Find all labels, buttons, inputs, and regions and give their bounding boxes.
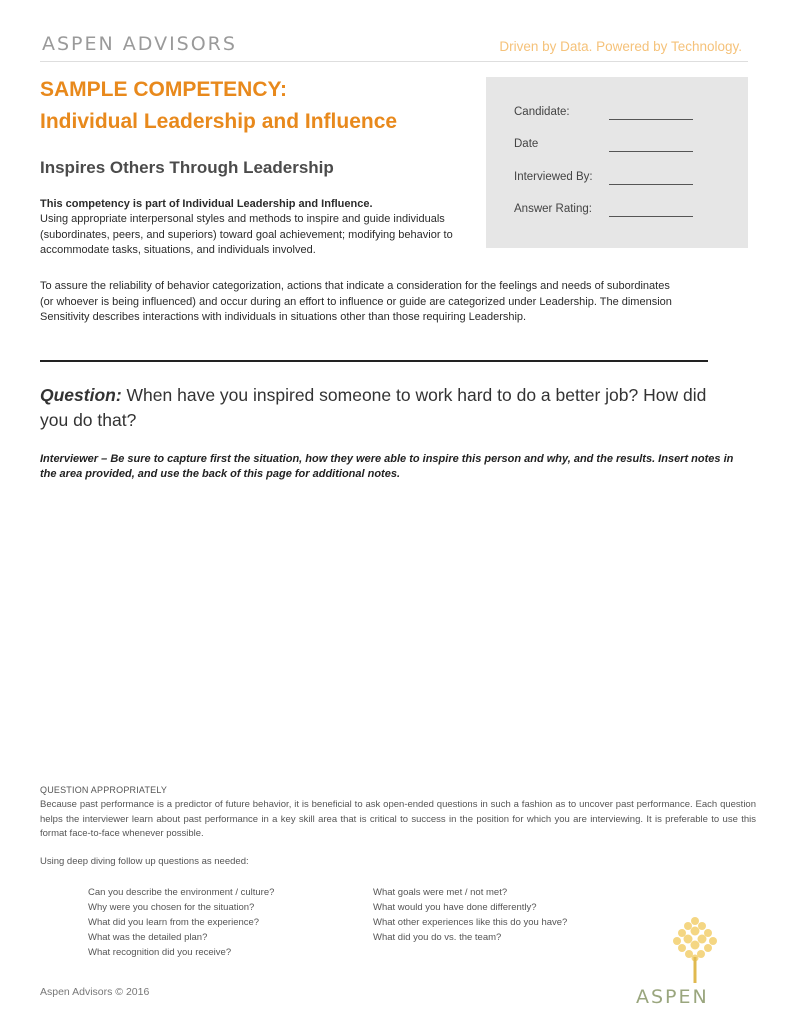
list-item: Why were you chosen for the situation?: [88, 902, 255, 913]
interview-question: [40, 383, 730, 433]
footer-copyright: Aspen Advisors © 2016: [40, 986, 150, 998]
answer-rating-line: [609, 216, 693, 217]
page-title-line-2: Individual Leadership and Influence: [40, 110, 398, 133]
list-item: Can you describe the environment / culture?: [88, 887, 275, 898]
candidate-label: Candidate:: [514, 106, 570, 118]
interviewer-instructions: Interviewer – Be sure to capture first the situation, how they were able to inspire this person and why, and the results. Insert notes in the area provided, and use the back of this page for additional notes.: [40, 453, 734, 480]
list-item: What did you learn from the experience?: [88, 917, 260, 928]
question-text: When have you inspired someone to work hard to do a better job? How did you do that?: [40, 385, 707, 430]
list-item: What did you do vs. the team?: [373, 932, 502, 943]
list-item: What goals were met / not met?: [373, 887, 508, 898]
tagline: Driven by Data. Powered by Technology.: [499, 39, 742, 54]
list-item: What would you have done differently?: [373, 902, 537, 913]
date-line: [609, 151, 693, 152]
page-title-line-1: SAMPLE COMPETENCY:: [40, 78, 287, 101]
header-rule: [40, 61, 748, 62]
question-label: Question:: [40, 385, 122, 405]
competency-subtitle: Inspires Others Through Leadership: [40, 158, 334, 177]
candidate-info-box: [486, 77, 748, 248]
list-item: What was the detailed plan?: [88, 932, 208, 943]
brand-name: ASPEN ADVISORS: [42, 33, 237, 55]
answer-rating-label: Answer Rating:: [514, 203, 592, 215]
question-appropriately-heading: QUESTION APPROPRIATELY: [40, 785, 168, 795]
list-item: What recognition did you receive?: [88, 947, 232, 958]
deep-diving-intro: Using deep diving follow up questions as needed:: [40, 856, 249, 867]
interviewed-by-label: Interviewed By:: [514, 171, 593, 183]
question-appropriately-body: Because past performance is a predictor of future behavior, it is beneficial to ask open-ended questions in such a fashion as to uncover past performance. Each question helps the interviewer learn about past performance in a key skill area that is critical to success in the position for which you are interviewing. It is preferable to use this format face-to-face whenever possible.: [40, 799, 756, 839]
intro-lead: This competency is part of Individual Leadership and Influence.: [40, 198, 373, 210]
follow-up-list-left: [88, 885, 274, 960]
aspen-logo-wordmark: ASPEN: [636, 986, 709, 1008]
section-divider: [40, 360, 708, 362]
interviewed-by-line: [609, 184, 693, 185]
follow-up-list-right: [373, 885, 567, 945]
aspen-tree-icon: [668, 913, 722, 985]
date-label: Date: [514, 138, 539, 150]
categorization-paragraph: To assure the reliability of behavior categorization, actions that indicate a consideration for the feelings and needs of subordinates (or whoever is being influenced) and occur during an effort to influence or guide are categorized under Leadership. The dimension Sensitivity describes interactions with individuals in situations other than those requiring Leadership.: [40, 280, 672, 323]
list-item: What other experiences like this do you have?: [373, 917, 568, 928]
intro-block: [40, 197, 480, 258]
intro-body: Using appropriate interpersonal styles and methods to inspire and guide individuals (subordinates, peers, and superiors) toward goal achievement; modifying behavior to accommodate tasks, situations, and individuals involved.: [40, 213, 453, 256]
candidate-line: [609, 119, 693, 120]
